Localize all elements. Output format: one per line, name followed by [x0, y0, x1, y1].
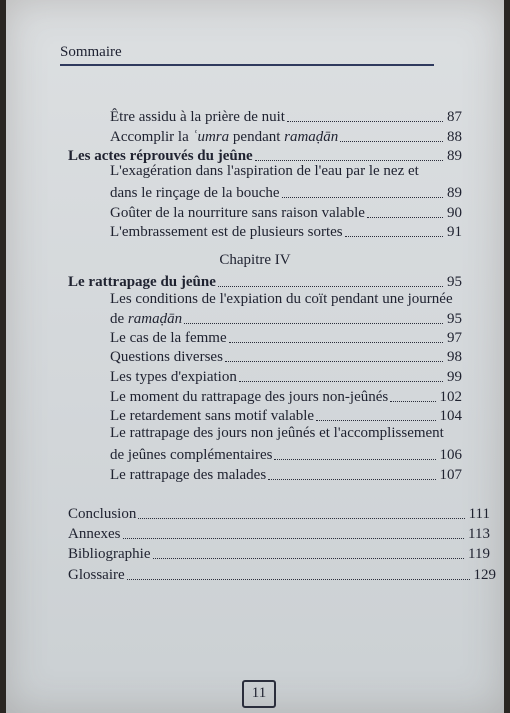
leader-dots	[153, 558, 465, 559]
toc-entry-label-line1: L'exagération dans l'aspiration de l'eau par le nez et	[110, 163, 419, 179]
toc-entry-page: 95	[447, 311, 462, 327]
leader-dots	[255, 160, 443, 161]
toc-section-entry	[68, 145, 462, 165]
leader-dots	[138, 518, 464, 519]
toc-endmatter-entry	[68, 523, 490, 543]
toc-entry	[110, 308, 462, 328]
toc-section-entry	[68, 271, 462, 291]
toc-entry-page: 102	[439, 389, 462, 405]
leader-dots	[239, 381, 443, 382]
toc-entry-page: 106	[439, 447, 462, 463]
toc-entry-page: 104	[439, 408, 462, 424]
toc-entry-page: 107	[439, 467, 462, 483]
toc-entry-label: de jeûnes complémentaires	[110, 447, 273, 463]
toc-entry-label: Goûter de la nourriture sans raison valable	[110, 205, 365, 221]
toc-entry-page: 97	[447, 330, 462, 346]
toc-section-label: Les actes réprouvés du jeûne	[68, 148, 253, 164]
toc-entry-label: Accomplir la ʿumra pendant ramaḍān	[110, 129, 339, 145]
leader-dots	[225, 361, 443, 362]
toc-entry-label: Le rattrapage des malades	[110, 467, 267, 483]
leader-dots	[268, 479, 435, 480]
toc-entry-page: 87	[447, 109, 462, 125]
toc-entry-page: 95	[447, 274, 462, 290]
toc-entry-page: 119	[468, 546, 490, 562]
toc-entry-page: 113	[468, 526, 490, 542]
toc-entry	[110, 366, 462, 386]
leader-dots	[123, 538, 465, 539]
toc-entry-label: L'embrassement est de plusieurs sortes	[110, 224, 343, 240]
toc-entry-label: Conclusion	[68, 506, 137, 522]
toc-entry-label: Le moment du rattrapage des jours non-jeûnés	[110, 389, 389, 405]
toc-entry-page: 88	[447, 129, 462, 145]
leader-dots	[316, 420, 435, 421]
toc-entry	[110, 405, 462, 425]
toc-entry-page: 89	[447, 148, 462, 164]
toc-entry	[110, 444, 462, 464]
leader-dots	[184, 323, 443, 324]
toc-entry-page: 91	[447, 224, 462, 240]
toc-entry-label: dans le rinçage de la bouche	[110, 185, 280, 201]
toc-entry-label: Le retardement sans motif valable	[110, 408, 315, 424]
leader-dots	[287, 121, 443, 122]
toc-entry-label: Les types d'expiation	[110, 369, 237, 385]
toc-entry	[110, 126, 462, 146]
toc-entry	[110, 464, 462, 484]
toc-entry-label: Être assidu à la prière de nuit	[110, 109, 285, 125]
leader-dots	[229, 342, 443, 343]
chapter-heading: Chapitre IV	[219, 252, 291, 268]
toc-entry	[110, 221, 462, 241]
running-header: Sommaire	[60, 44, 122, 60]
book-page	[6, 0, 504, 713]
toc-entry-label: Le cas de la femme	[110, 330, 227, 346]
toc-entry-page: 111	[468, 506, 490, 522]
toc-section-label: Le rattrapage du jeûne	[68, 274, 216, 290]
toc-entry-page: 98	[447, 349, 462, 365]
page-number: 11	[242, 680, 276, 708]
toc-entry-page: 90	[447, 205, 462, 221]
toc-entry-label-line1: Le rattrapage des jours non jeûnés et l'accomplissement	[110, 425, 444, 441]
toc-entry-page: 99	[447, 369, 462, 385]
toc-entry	[110, 346, 462, 366]
leader-dots	[345, 236, 443, 237]
leader-dots	[274, 459, 435, 460]
toc-entry	[110, 386, 462, 406]
header-rule	[60, 64, 434, 66]
toc-entry-page: 89	[447, 185, 462, 201]
toc-entry-label-line1: Les conditions de l'expiation du coït pendant une journée	[110, 291, 453, 307]
leader-dots	[340, 141, 443, 142]
toc-entry-label: Glossaire	[68, 567, 125, 583]
toc-endmatter-entry	[68, 503, 490, 523]
leader-dots	[127, 579, 470, 580]
toc-entry-page: 129	[473, 567, 496, 583]
toc-entry	[110, 202, 462, 222]
leader-dots	[218, 286, 443, 287]
toc-endmatter-entry	[68, 564, 496, 584]
leader-dots	[390, 401, 435, 402]
leader-dots	[282, 197, 443, 198]
toc-entry-label: Bibliographie	[68, 546, 151, 562]
toc-entry	[110, 327, 462, 347]
toc-entry-label: Annexes	[68, 526, 121, 542]
toc-entry-label: de ramaḍān	[110, 311, 183, 327]
toc-entry	[110, 182, 462, 202]
toc-endmatter-entry	[68, 543, 490, 563]
toc-entry-label: Questions diverses	[110, 349, 223, 365]
leader-dots	[367, 217, 443, 218]
toc-entry	[110, 106, 462, 126]
